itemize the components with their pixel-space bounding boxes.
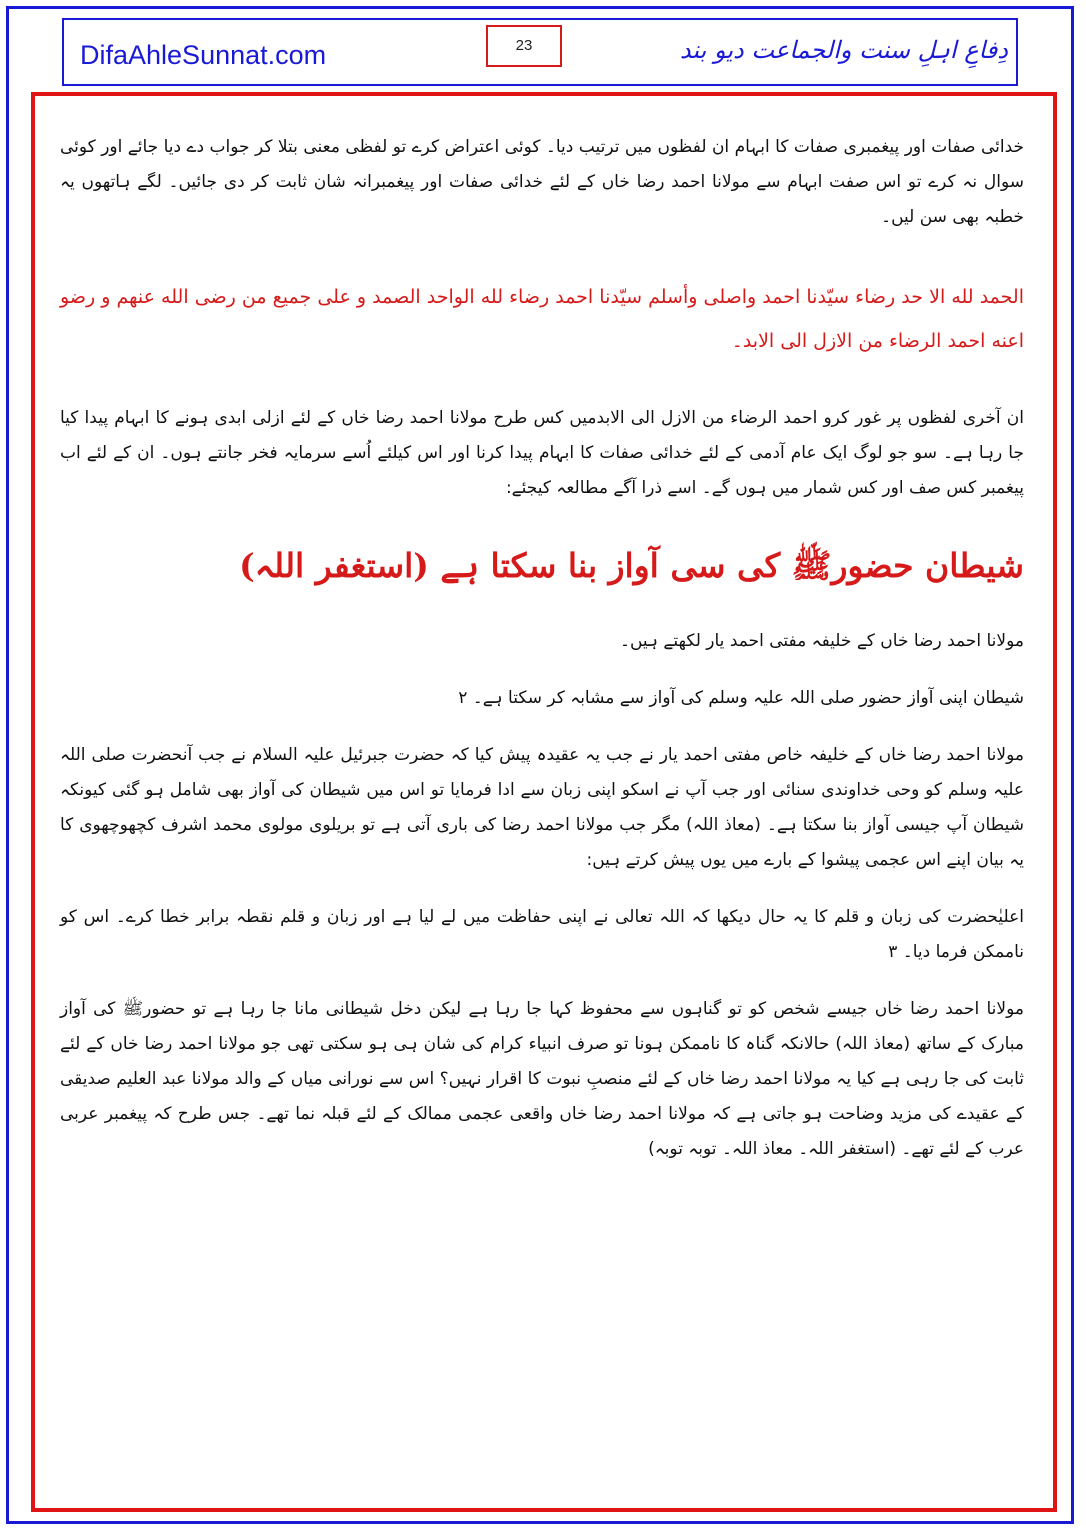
paragraph-4: شیطان اپنی آواز حضور صلی اللہ علیہ وسلم کی آواز سے مشابہ کر سکتا ہے۔ ۲: [458, 688, 1024, 708]
paragraph-1: خدائی صفات اور پیغمبری صفات کا ابہام ان لفظوں میں ترتیب دیا۔ کوئی اعتراض کرے تو لفظی معنی بتلا کر جواب دے دیا جائے اور کوئی سوال نہ کرے تو اس صفت ابہام سے مولانا احمد رضا خاں کے لئے خدائی صفات اور پیغمبرانہ شان ثابت کر دی جائیں۔ لگے ہاتھوں یہ خطبہ بھی سن لیں۔: [60, 137, 1024, 227]
page-number: 23: [486, 25, 562, 67]
paragraph-3: مولانا احمد رضا خاں کے خلیفہ مفتی احمد یار لکھتے ہیں۔: [620, 631, 1024, 651]
page-content: [60, 130, 1024, 1167]
paragraph-2: ان آخری لفظوں پر غور کرو احمد الرضاء من الازل الی الابدمیں کس طرح مولانا احمد رضا خاں کے لئے ازلی ابدی ہونے کا ابہام پیدا کیا جا رہا ہے۔ سو جو لوگ ایک عام آدمی کے لئے خدائی صفات کا ابہام پیدا کرنا اور اس کیلئے اُسے سرمایہ فخر جانتے ہوں۔ ان کے لئے اب پیغمبر کس صف اور کس شمار میں ہوں گے۔ اسے ذرا آگے مطالعہ کیجئے:: [60, 408, 1024, 498]
paragraph-6: اعلیٰحضرت کی زبان و قلم کا یہ حال دیکھا کہ اللہ تعالی نے اپنی حفاظت میں لے لیا ہے اور زبان و قلم نقطہ برابر خطا کرے۔ اس کو ناممکن فرما دیا۔ ۳: [60, 907, 1024, 962]
paragraph-5: مولانا احمد رضا خاں کے خلیفہ خاص مفتی احمد یار نے جب یہ عقیدہ پیش کیا کہ حضرت جبرئیل علیہ السلام نے جب آنحضرت صلی اللہ علیہ وسلم کو وحی خداوندی سنائی اور جب آپ نے اسکو اپنی زبان سے ادا فرمایا تو اس میں شیطان کی آواز بھی شامل ہو گئی کیونکہ شیطان آپ جیسی آواز بنا سکتا ہے۔ (معاذ اللہ) مگر جب مولانا احمد رضا کی باری آتی ہے تو بریلوی مولوی محمد اشرف کچھوچھوی کا یہ بیان اپنے اس عجمی پیشوا کے بارے میں یوں پیش کرتے ہیں:: [60, 745, 1024, 870]
section-heading: شیطان حضورﷺ کی سی آواز بنا سکتا ہے (استغفر اللہ): [239, 546, 1024, 585]
paragraph-7: مولانا احمد رضا خاں جیسے شخص کو تو گناہوں سے محفوظ کہا جا رہا ہے لیکن دخل شیطانی مانا جا رہا ہے تو حضورﷺ کی آواز مبارک کے ساتھ (معاذ اللہ) حالانکہ گناہ کا ناممکن ہونا تو صرف انبیاء کرام کی شان ہی ہو سکتی تھی جو مولانا احمد رضا خاں کے لئے ثابت کی جا رہی ہے کیا یہ مولانا احمد رضا خاں کے لئے منصبِ نبوت کا اقرار نہیں؟ اس سے نورانی میاں کے والد مولانا عبد العلیم صدیقی کے عقیدے کی مزید وضاحت ہو جاتی ہے کہ مولانا احمد رضا خاں واقعی عجمی ممالک کے لئے قبلہ نما تھے۔ جس طرح کہ پیغمبر عربی عرب کے لئے تھے۔ (استغفر اللہ۔ معاذ اللہ۔ توبہ توبہ): [60, 999, 1024, 1159]
site-name: DifaAhleSunnat.com: [80, 40, 327, 70]
book-title: دِفاعِ اہلِ سنت والجماعت دیو بند: [679, 36, 1008, 64]
arabic-quote: الحمد لله الا حد رضاء سيّدنا احمد واصلى وأسلم سيّدنا احمد رضاء لله الواحد الصمد و على جميع من رضى الله عنهم و رضو اعنه احمد الرضاء من الازل الى الابد۔: [60, 286, 1024, 352]
